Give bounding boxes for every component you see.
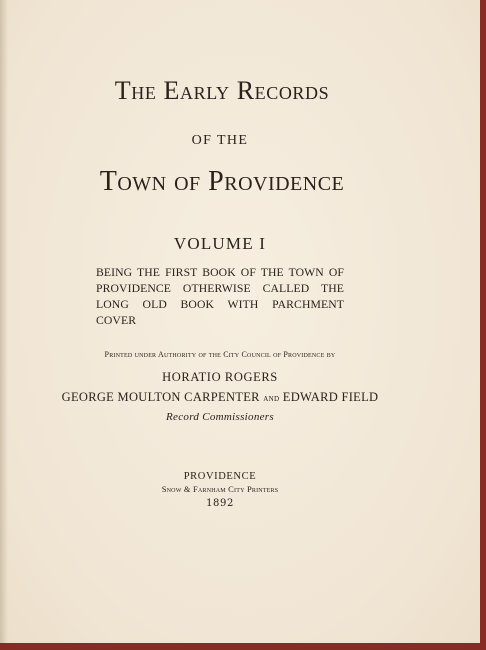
printed-under-authority: Printed under Authority of the City Council of Providence by (104, 350, 336, 359)
title-connector: OF THE (191, 133, 249, 148)
title-line-1: The Early Records (114, 76, 330, 105)
imprint-printers: Snow & Farnham City Printers (161, 484, 279, 494)
commissioner-names-line (0, 390, 440, 405)
title-line-2: Town of Providence (99, 166, 345, 197)
volume-number: VOLUME I (173, 234, 267, 253)
description-line: LONG OLD BOOK WITH PARCHMENT COVER (96, 298, 344, 327)
commissioner-name: GEORGE MOULTON CARPENTER (61, 390, 260, 404)
commissioners-role: Record Commissioners (166, 411, 274, 423)
commissioner-name: HORATIO ROGERS (162, 370, 278, 384)
commissioner-name: EDWARD FIELD (282, 390, 379, 404)
imprint-place: PROVIDENCE (183, 471, 257, 482)
description-line: BEING THE FIRST BOOK OF THE TOWN OF (96, 266, 344, 279)
and-connector: and (263, 393, 280, 404)
description-line: PROVIDENCE OTHERWISE CALLED THE (96, 282, 344, 295)
imprint-year: 1892 (206, 498, 234, 509)
volume-description (96, 265, 344, 329)
